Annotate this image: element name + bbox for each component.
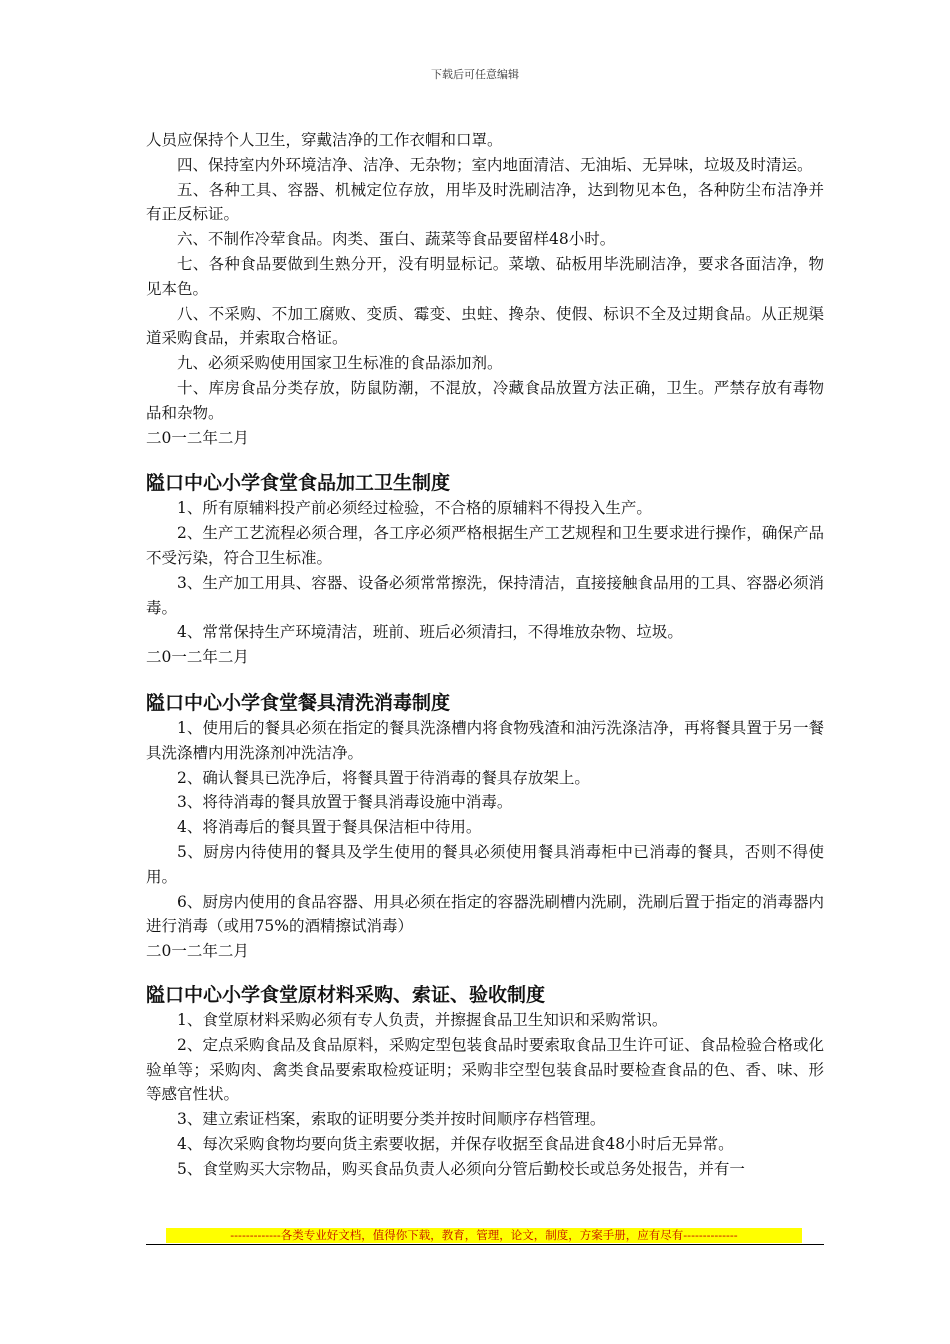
section-title: 隘口中心小学食堂食品加工卫生制度 bbox=[146, 472, 451, 495]
paragraph: 4、常常保持生产环境清洁，班前、班后必须清扫，不得堆放杂物、垃圾。 bbox=[177, 623, 683, 642]
paragraph: 4、每次采购食物均要向货主索要收据，并保存收据至食品进食48小时后无异常。 bbox=[177, 1134, 734, 1153]
document-body bbox=[146, 128, 824, 1181]
paragraph: 2、定点采购食品及食品原料，采购定型包装食品时要索取食品卫生许可证、食品检验合格或化验单等；采购肉、禽类食品要索取检疫证明；采购非空型包装食品时要检查食品的色、香、味、形等感官性状。 bbox=[146, 1035, 824, 1104]
paragraph: 1、所有原辅料投产前必须经过检验，不合格的原辅料不得投入生产。 bbox=[177, 499, 652, 518]
paragraph: 6、厨房内使用的食品容器、用具必须在指定的容器洗刷槽内洗刷，洗刷后置于指定的消毒器内进行消毒（或用75%的酒精擦试消毒） bbox=[146, 892, 824, 936]
paragraph: 3、将待消毒的餐具放置于餐具消毒设施中消毒。 bbox=[177, 793, 513, 812]
paragraph: 3、生产加工用具、容器、设备必须常常擦洗，保持清洁，直接接触食品用的工具、容器必须消毒。 bbox=[146, 573, 824, 617]
paragraph: 八、不采购、不加工腐败、变质、霉变、虫蛀、搀杂、使假、标识不全及过期食品。从正规渠道采购食品，并索取合格证。 bbox=[146, 304, 824, 348]
paragraph: 四、保持室内外环境洁净、洁净、无杂物；室内地面清洁、无油垢、无异味，垃圾及时清运。 bbox=[177, 155, 813, 174]
paragraph: 七、各种食品要做到生熟分开，没有明显标记。菜墩、砧板用毕洗刷洁净，要求各面洁净，物见本色。 bbox=[146, 254, 824, 298]
paragraph: 3、建立索证档案，索取的证明要分类并按时间顺序存档管理。 bbox=[177, 1110, 606, 1129]
paragraph: 1、食堂原材料采购必须有专人负责，并擦握食品卫生知识和采购常识。 bbox=[177, 1010, 668, 1029]
paragraph: 人员应保持个人卫生，穿戴洁净的工作衣帽和口罩。 bbox=[146, 131, 503, 149]
paragraph: 六、不制作冷荤食品。肉类、蛋白、蔬菜等食品要留样48小时。 bbox=[177, 230, 616, 249]
section-title: 隘口中心小学食堂原材料采购、索证、验收制度 bbox=[146, 983, 546, 1006]
paragraph: 五、各种工具、容器、机械定位存放，用毕及时洗刷洁净，达到物见本色，各种防尘布洁净并有正反标证。 bbox=[146, 180, 824, 224]
paragraph: 2、确认餐具已洗净后，将餐具置于待消毒的餐具存放架上。 bbox=[177, 768, 590, 787]
section-title: 隘口中心小学食堂餐具清洗消毒制度 bbox=[146, 691, 451, 714]
paragraph: 5、食堂购买大宗物品，购买食品负责人必须向分管后勤校长或总务处报告，并有一 bbox=[177, 1159, 745, 1178]
paragraph: 5、厨房内待使用的餐具及学生使用的餐具必须使用餐具消毒柜中已消毒的餐具，否则不得使用。 bbox=[146, 842, 824, 886]
footer-banner: -------------各类专业好文档，值得你下载，教育，管理，论文，制度，方案手册，应有尽有-------------- bbox=[166, 1228, 802, 1243]
date-line: 二0一二年二月 bbox=[146, 942, 249, 961]
paragraph: 十、库房食品分类存放，防鼠防潮，不混放，冷藏食品放置方法正确，卫生。严禁存放有毒物品和杂物。 bbox=[146, 378, 824, 422]
date-line: 二0一二年二月 bbox=[146, 648, 249, 667]
paragraph: 九、必须采购使用国家卫生标准的食品添加剂。 bbox=[177, 354, 503, 373]
paragraph: 1、使用后的餐具必须在指定的餐具洗涤槽内将食物残渣和油污洗涤洁净，再将餐具置于另一餐具洗涤槽内用洗涤剂冲洗洁净。 bbox=[146, 718, 824, 762]
paragraph: 4、将消毒后的餐具置于餐具保洁柜中待用。 bbox=[177, 818, 482, 837]
footer-divider bbox=[146, 1244, 824, 1245]
date-line: 二0一二年二月 bbox=[146, 428, 249, 447]
paragraph: 2、生产工艺流程必须合理，各工序必须严格根据生产工艺规程和卫生要求进行操作，确保产品不受污染，符合卫生标准。 bbox=[146, 524, 824, 567]
page-header-note: 下载后可任意编辑 bbox=[431, 68, 519, 81]
